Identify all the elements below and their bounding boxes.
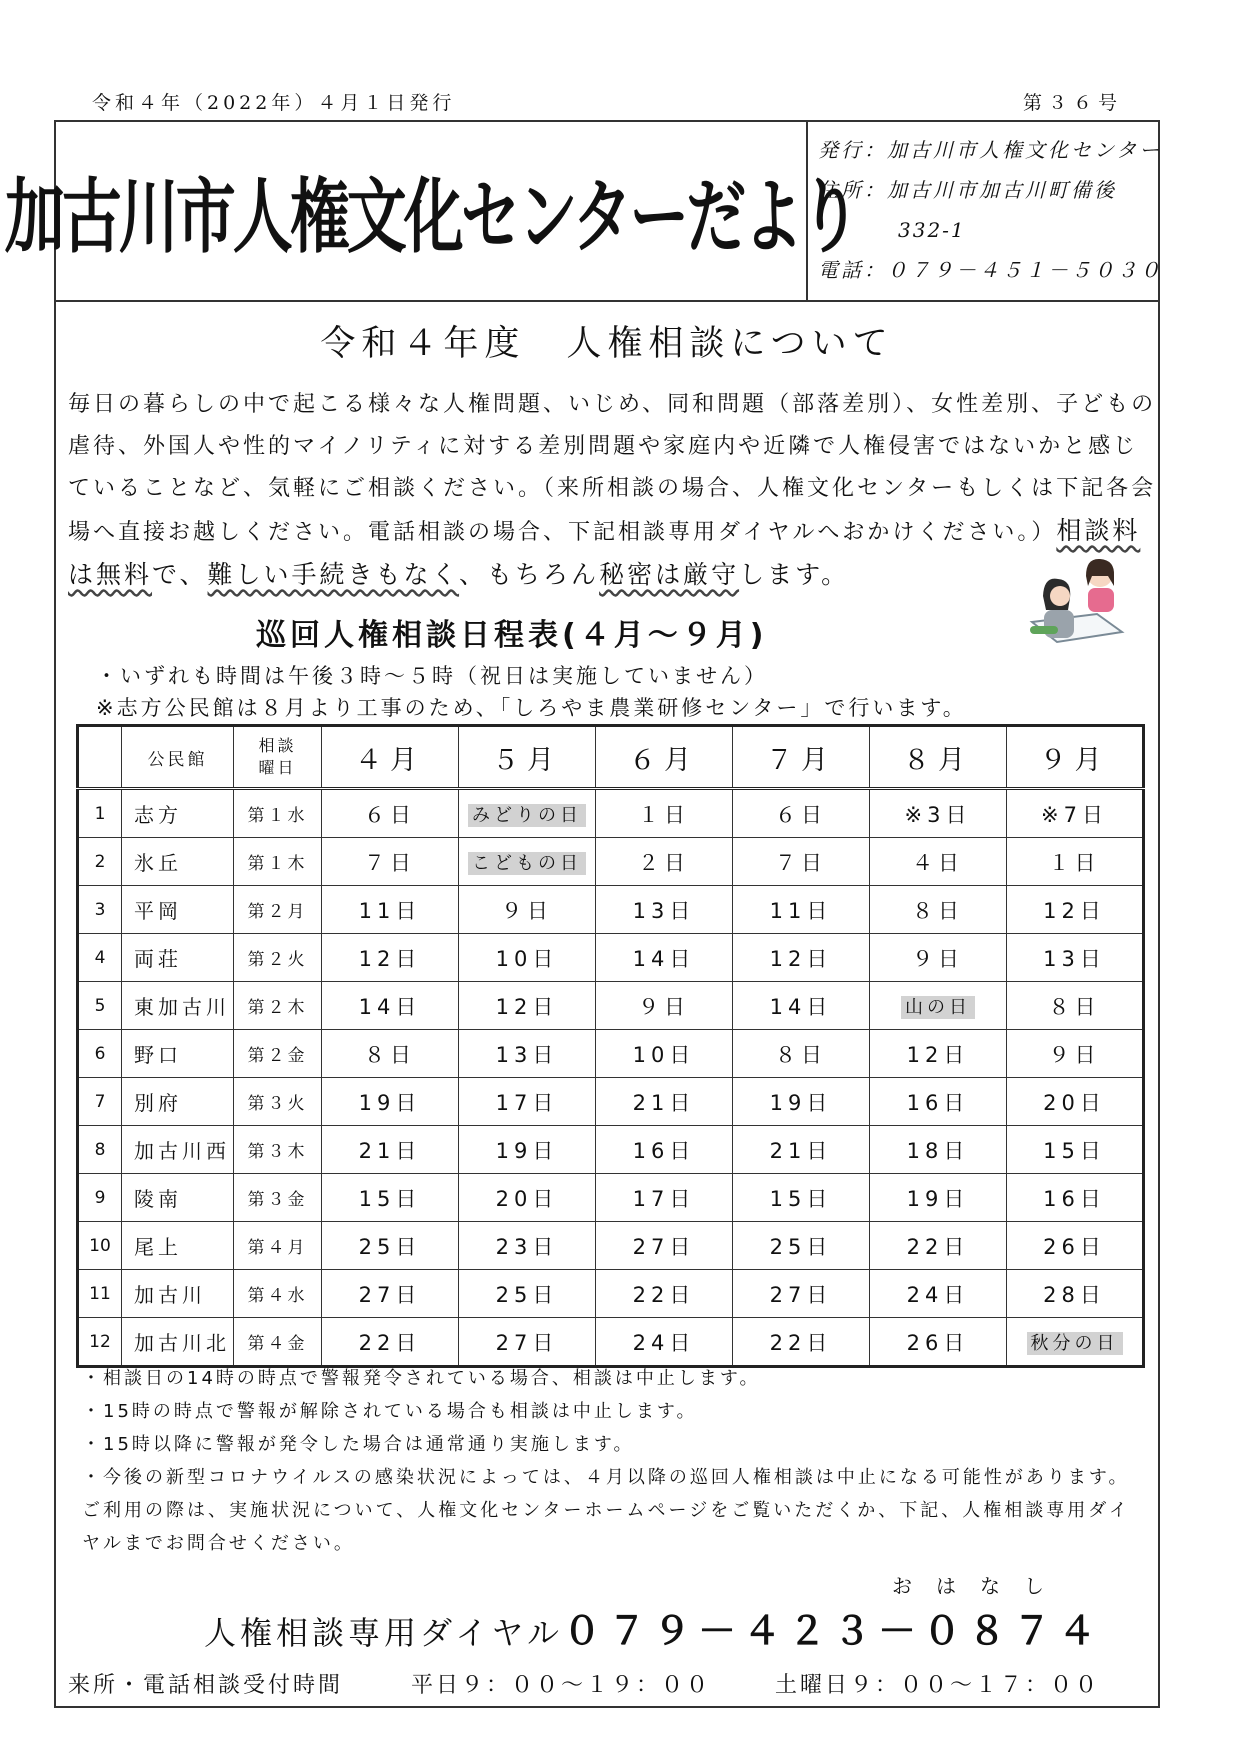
date-value: ９日 <box>912 946 964 971</box>
masthead <box>4 122 858 300</box>
date-june <box>596 934 733 982</box>
date-value: 14日 <box>769 994 833 1019</box>
center-name: 加古川 <box>122 1270 234 1318</box>
date-value: 22日 <box>632 1282 696 1307</box>
date-september <box>1007 982 1144 1030</box>
consult-day: 第１木 <box>234 838 322 886</box>
row-number: 5 <box>78 982 122 1030</box>
date-value: 22日 <box>769 1330 833 1355</box>
date-value: ９日 <box>501 898 553 923</box>
date-value: ９日 <box>638 994 690 1019</box>
date-value: 12日 <box>1043 898 1106 923</box>
date-value: 11日 <box>769 898 833 923</box>
date-september <box>1007 838 1144 886</box>
date-june <box>596 838 733 886</box>
date-value: 16日 <box>906 1090 970 1115</box>
schedule-note-time: ・いずれも時間は午後３時～５時（祝日は実施していません） <box>96 664 768 688</box>
date-may <box>459 886 596 934</box>
header-may: ５月 <box>459 726 596 789</box>
footnote-warning-after: ・15時以降に警報が発令した場合は通常通り実施します。 <box>82 1434 635 1455</box>
consult-day: 第２金 <box>234 1030 322 1078</box>
date-august <box>870 1222 1007 1270</box>
header-june: ６月 <box>596 726 733 789</box>
hours-saturday: 土曜日９：００～１７：００ <box>775 1673 1101 1698</box>
publisher-info <box>818 130 1163 290</box>
masthead-title: 加古川市人権文化センターだより <box>4 170 858 265</box>
date-april <box>322 1270 459 1318</box>
date-may <box>459 1126 596 1174</box>
date-value: ７日 <box>775 850 827 875</box>
date-value: 16日 <box>1043 1186 1106 1211</box>
header-april: ４月 <box>322 726 459 789</box>
date-value: 18日 <box>906 1138 970 1163</box>
table-row <box>78 886 1144 934</box>
header-day-line2: 曜日 <box>258 758 297 777</box>
holiday-label: 山の日 <box>901 996 975 1019</box>
schedule-title: 巡回人権相談日程表(４月～９月) <box>256 618 768 653</box>
date-july <box>733 1318 870 1367</box>
row-number: 12 <box>78 1318 122 1367</box>
date-value: 19日 <box>495 1138 559 1163</box>
date-august <box>870 838 1007 886</box>
intro-paragraph <box>68 384 1158 598</box>
date-value: 15日 <box>1043 1138 1106 1163</box>
date-may <box>459 1078 596 1126</box>
date-july <box>733 1270 870 1318</box>
address-line2: 332-1 <box>898 218 966 242</box>
date-value: ８日 <box>1048 994 1101 1019</box>
date-may <box>459 934 596 982</box>
date-april <box>322 1126 459 1174</box>
header <box>4 122 1163 302</box>
date-august <box>870 1030 1007 1078</box>
date-june <box>596 1222 733 1270</box>
dial-number: ０７９－４２３－０８７４ <box>563 1609 1104 1653</box>
emph-easy: 難しい手続きもなく <box>207 560 460 589</box>
table-row <box>78 1078 1144 1126</box>
table-row <box>78 1222 1144 1270</box>
date-september <box>1007 1030 1144 1078</box>
date-value: 11日 <box>358 898 422 923</box>
date-value: ６日 <box>775 802 827 827</box>
table-row <box>78 1318 1144 1367</box>
row-number: 3 <box>78 886 122 934</box>
date-value: ８日 <box>364 1042 416 1067</box>
consult-day: 第４月 <box>234 1222 322 1270</box>
date-september <box>1007 886 1144 934</box>
date-value: 14日 <box>358 994 422 1019</box>
center-name: 志方 <box>122 789 234 838</box>
emph-sep2: 、もちろん <box>459 560 600 589</box>
date-september <box>1007 1222 1144 1270</box>
date-value: 12日 <box>769 946 833 971</box>
row-number: 8 <box>78 1126 122 1174</box>
date-may <box>459 789 596 838</box>
date-value: 27日 <box>769 1282 833 1307</box>
date-april <box>322 789 459 838</box>
date-september <box>1007 789 1144 838</box>
table-row <box>78 1126 1144 1174</box>
date-june <box>596 789 733 838</box>
row-number: 9 <box>78 1174 122 1222</box>
date-august <box>870 1270 1007 1318</box>
date-may <box>459 1222 596 1270</box>
date-april <box>322 1222 459 1270</box>
date-value: 19日 <box>769 1090 833 1115</box>
header-day-line1: 相談 <box>258 736 297 755</box>
date-value: 28日 <box>1043 1282 1106 1307</box>
consult-day: 第２月 <box>234 886 322 934</box>
date-value: 20日 <box>1043 1090 1106 1115</box>
row-number: 6 <box>78 1030 122 1078</box>
row-number: 11 <box>78 1270 122 1318</box>
issue-number: 第３６号 <box>1022 92 1123 114</box>
reception-hours <box>68 1668 1148 1699</box>
issue-line <box>92 88 1123 118</box>
date-value: 12日 <box>358 946 422 971</box>
footnote-covid: ・今後の新型コロナウイルスの感染状況によっては、４月以降の巡回人権相談は中止になる可能性があります。ご利用の際は、実施状況について、人権文化センターホームページをご覧いただくか、下記、人権相談専用ダイヤルまでお問合せください。 <box>82 1467 1130 1554</box>
consult-day: 第１水 <box>234 789 322 838</box>
date-value: ４日 <box>912 850 964 875</box>
date-july <box>733 1030 870 1078</box>
date-august <box>870 1174 1007 1222</box>
date-value: ８日 <box>775 1042 827 1067</box>
date-value: １日 <box>1048 850 1101 875</box>
date-value: 21日 <box>769 1138 833 1163</box>
date-september <box>1007 1078 1144 1126</box>
row-number: 7 <box>78 1078 122 1126</box>
header-no <box>78 726 122 789</box>
holiday-label: みどりの日 <box>468 804 586 827</box>
header-july: ７月 <box>733 726 870 789</box>
center-name: 加古川西 <box>122 1126 234 1174</box>
row-number: 4 <box>78 934 122 982</box>
date-value: 24日 <box>906 1282 970 1307</box>
date-may <box>459 1270 596 1318</box>
date-value: 24日 <box>632 1330 696 1355</box>
publish-date: 令和４年（2022年）４月１日発行 <box>92 92 456 114</box>
date-value: 16日 <box>632 1138 696 1163</box>
date-september <box>1007 934 1144 982</box>
newsletter-frame <box>4 120 1163 1708</box>
date-august <box>870 982 1007 1030</box>
consult-day: 第２木 <box>234 982 322 1030</box>
date-value: ※7日 <box>1041 802 1108 827</box>
date-april <box>322 1078 459 1126</box>
header-september: ９月 <box>1007 726 1144 789</box>
consult-day: 第３火 <box>234 1078 322 1126</box>
date-july <box>733 982 870 1030</box>
consult-day: 第３木 <box>234 1126 322 1174</box>
date-value: 27日 <box>358 1282 422 1307</box>
center-name: 東加古川 <box>122 982 234 1030</box>
dial-label: 人権相談専用ダイヤル <box>204 1614 564 1652</box>
date-june <box>596 1030 733 1078</box>
date-july <box>733 1126 870 1174</box>
header-center: 公民館 <box>122 726 234 789</box>
table-row <box>78 789 1144 838</box>
date-value: 22日 <box>358 1330 422 1355</box>
center-name: 別府 <box>122 1078 234 1126</box>
date-april <box>322 1318 459 1367</box>
center-name: 両荘 <box>122 934 234 982</box>
schedule-table <box>76 724 1145 1368</box>
consult-day: 第４金 <box>234 1318 322 1367</box>
date-september <box>1007 1270 1144 1318</box>
date-value: ６日 <box>364 802 416 827</box>
date-value: 19日 <box>358 1090 422 1115</box>
date-august <box>870 934 1007 982</box>
date-value: 14日 <box>632 946 696 971</box>
header-august: ８月 <box>870 726 1007 789</box>
date-june <box>596 982 733 1030</box>
date-value: 25日 <box>495 1282 559 1307</box>
date-value: 26日 <box>906 1330 970 1355</box>
date-september <box>1007 1318 1144 1367</box>
phone: 電話：０７９－４５１－５０３０ <box>818 258 1163 282</box>
date-july <box>733 886 870 934</box>
consultation-illustration <box>1022 552 1132 662</box>
date-july <box>733 838 870 886</box>
table-row <box>78 1030 1144 1078</box>
date-value: 22日 <box>906 1234 970 1259</box>
date-august <box>870 1126 1007 1174</box>
table-row <box>78 1174 1144 1222</box>
date-july <box>733 1174 870 1222</box>
consult-day: 第２火 <box>234 934 322 982</box>
date-may <box>459 982 596 1030</box>
date-value: 26日 <box>1043 1234 1106 1259</box>
date-value: 19日 <box>906 1186 970 1211</box>
date-value: 17日 <box>632 1186 696 1211</box>
date-value: ９日 <box>1048 1042 1101 1067</box>
date-value: ７日 <box>364 850 416 875</box>
row-number: 2 <box>78 838 122 886</box>
date-september <box>1007 1126 1144 1174</box>
consult-day: 第３金 <box>234 1174 322 1222</box>
hours-label: 来所・電話相談受付時間 <box>68 1673 344 1698</box>
emph-end: します。 <box>739 560 850 589</box>
date-value: 27日 <box>495 1330 559 1355</box>
date-august <box>870 1078 1007 1126</box>
schedule-body <box>78 789 1144 1367</box>
date-may <box>459 838 596 886</box>
date-value: 17日 <box>495 1090 559 1115</box>
date-value: 21日 <box>358 1138 422 1163</box>
date-may <box>459 1030 596 1078</box>
date-value: 12日 <box>906 1042 970 1067</box>
date-september <box>1007 1174 1144 1222</box>
date-value: 10日 <box>632 1042 696 1067</box>
issuer: 発行：加古川市人権文化センター <box>818 138 1163 162</box>
emph-free: 相談料は無料 <box>68 516 1141 589</box>
center-name: 氷丘 <box>122 838 234 886</box>
emph-secret: 秘密は厳守 <box>599 560 740 589</box>
holiday-label: 秋分の日 <box>1027 1332 1123 1355</box>
row-number: 10 <box>78 1222 122 1270</box>
date-june <box>596 886 733 934</box>
intro-body: 毎日の暮らしの中で起こる様々な人権問題、いじめ、同和問題（部落差別）、女性差別、子どもの虐待、外国人や性的マイノリティに対する差別問題や家庭内や近隣で人権侵害ではないかと感じていることなど、気軽にご相談ください。（来所相談の場合、人権文化センターもしくは下記各会場へ直接お越しください。電話相談の場合、下記相談専用ダイヤルへおかけください。） <box>68 392 1157 545</box>
date-april <box>322 1030 459 1078</box>
center-name: 平岡 <box>122 886 234 934</box>
table-row <box>78 982 1144 1030</box>
table-header-row <box>78 726 1144 789</box>
center-name: 野口 <box>122 1030 234 1078</box>
center-name: 陵南 <box>122 1174 234 1222</box>
header-day <box>234 726 322 789</box>
date-value: ※3日 <box>904 802 972 827</box>
table-row <box>78 934 1144 982</box>
date-june <box>596 1270 733 1318</box>
date-value: １日 <box>638 802 690 827</box>
table-row <box>78 838 1144 886</box>
center-name: 加古川北 <box>122 1318 234 1367</box>
date-june <box>596 1174 733 1222</box>
emph-sep1: で、 <box>152 560 208 589</box>
footnote-warning-14: ・相談日の14時の時点で警報発令されている場合、相談は中止します。 <box>82 1368 761 1389</box>
date-may <box>459 1174 596 1222</box>
date-july <box>733 789 870 838</box>
date-april <box>322 838 459 886</box>
date-value: 13日 <box>632 898 696 923</box>
consult-day: 第４水 <box>234 1270 322 1318</box>
date-value: ２日 <box>638 850 690 875</box>
date-april <box>322 886 459 934</box>
date-value: 21日 <box>632 1090 696 1115</box>
date-value: 13日 <box>1043 946 1106 971</box>
date-value: 27日 <box>632 1234 696 1259</box>
consultation-dial <box>204 1600 1103 1655</box>
date-value: 15日 <box>358 1186 422 1211</box>
schedule-note-venue: ※志方公民館は８月より工事のため、「しろやま農業研修センター」で行います。 <box>96 696 967 720</box>
date-june <box>596 1078 733 1126</box>
date-august <box>870 789 1007 838</box>
date-value: 15日 <box>769 1186 833 1211</box>
row-number: 1 <box>78 789 122 838</box>
date-value: 20日 <box>495 1186 559 1211</box>
date-april <box>322 934 459 982</box>
footnote-warning-15: ・15時の時点で警報が解除されている場合も相談は中止します。 <box>82 1401 698 1422</box>
date-august <box>870 886 1007 934</box>
date-june <box>596 1126 733 1174</box>
date-value: 25日 <box>769 1234 833 1259</box>
date-value: ８日 <box>912 898 964 923</box>
center-name: 尾上 <box>122 1222 234 1270</box>
date-value: 12日 <box>495 994 559 1019</box>
holiday-label: こどもの日 <box>468 852 586 875</box>
date-june <box>596 1318 733 1367</box>
address: 住所：加古川市加古川町備後 <box>818 178 1117 202</box>
dial-ruby: おはなし <box>892 1574 1068 1598</box>
date-value: 13日 <box>495 1042 559 1067</box>
date-value: 25日 <box>358 1234 422 1259</box>
date-july <box>733 1078 870 1126</box>
date-value: 23日 <box>495 1234 559 1259</box>
notice-title: 令和４年度 人権相談について <box>320 324 894 364</box>
date-april <box>322 1174 459 1222</box>
date-april <box>322 982 459 1030</box>
date-value: 10日 <box>495 946 559 971</box>
date-august <box>870 1318 1007 1367</box>
date-july <box>733 934 870 982</box>
table-row <box>78 1270 1144 1318</box>
hours-weekday: 平日９：００～１９：００ <box>411 1673 712 1698</box>
date-may <box>459 1318 596 1367</box>
footnotes <box>82 1362 1142 1560</box>
date-july <box>733 1222 870 1270</box>
